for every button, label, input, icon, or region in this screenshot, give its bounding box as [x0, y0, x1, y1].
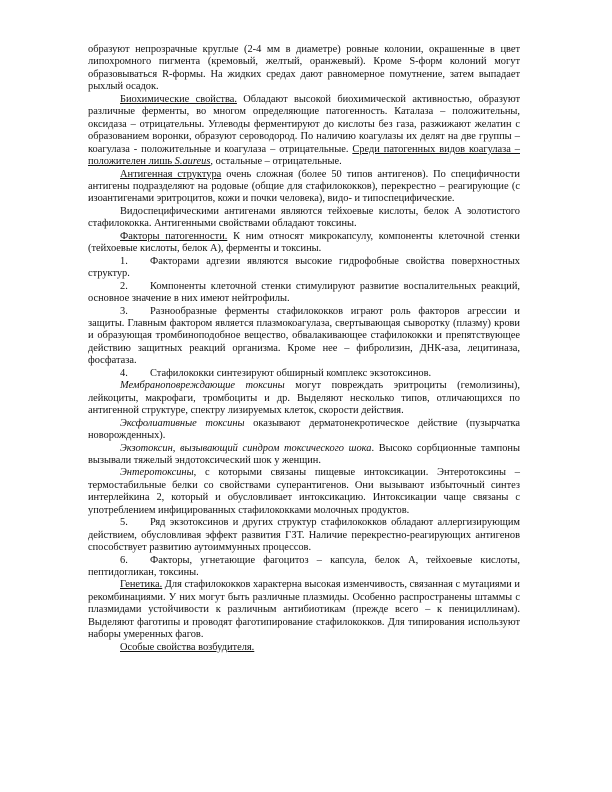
list-text: Компоненты клеточной стенки стимулируют развитие воспалительных реакций, основное значение в них имеют нейтрофилы.	[88, 280, 520, 305]
paragraph-antigen	[88, 169, 520, 206]
list-text: Ряд экзотоксинов и других структур стафилококков обладают аллергизирующим действием, обусловливая эффект развития ГЗТ. Наличие перекрестно-реагирующих антигенов способствует развитию аутоиммунных процессов.	[88, 517, 520, 554]
heading-pathogenicity: Факторы патогенности.	[120, 230, 228, 242]
paragraph-colonies: образуют непрозрачные круглые (2-4 мм в диаметре) ровные колонии, окрашенные в цвет липохромного пигмента (кремовый, желтый, оранжевый). Кроме S-форм колоний могут образовываться R-формы. На жидких средах дают равномерное помутнение, затем выпадает рыхлый осадок.	[88, 44, 520, 93]
list-item-1	[88, 256, 520, 281]
list-item-5	[88, 517, 520, 554]
paragraph-membrane-toxins	[88, 380, 520, 417]
list-text: Факторы, угнетающие фагоцитоз – капсула, белок А, тейхоевые кислоты, пептидогликан, токсины.	[88, 554, 520, 579]
paragraph-biochemical	[88, 94, 520, 169]
list-number: 1.	[120, 255, 128, 267]
species-name: S.aureus	[174, 156, 211, 168]
heading-genetics: Генетика.	[120, 579, 163, 591]
heading-shock-toxin: Экзотоксин, вызывающий синдром токсического шока	[120, 442, 372, 454]
text-shock-toxin: . Высоко сорбционные тампоны вызывали тяжелый эндотоксический шок у женщин.	[88, 442, 520, 466]
text-enterotoxins: , с которыми связаны пищевые интоксикации. Энтеротоксины – термостабильные белки со свойствами суперантигенов. Они вызывают избыточный синтез интерлейкина 2, который и обусловливает интоксикацию. Интоксикации чаще связаны с употреблением инфицированных стафилококками молочных продуктов.	[88, 467, 520, 516]
list-text: Факторами адгезии являются высокие гидрофобные свойства поверхностных структур.	[88, 255, 520, 280]
heading-biochemical: Биохимические свойства.	[120, 93, 237, 105]
list-item-3	[88, 306, 520, 368]
list-item-4	[88, 368, 520, 380]
text-biochemical: Обладают высокой биохимической активностью, образуют различные ферменты, во многом определяющие патогенность. Каталаза – положительны, оксидаза – отрицательны. Углеводы ферментируют до кислоты без газа, разжижают желатин с образованием воронки, образуют сероводород. По наличию коагулазы их делят на две группы – коагулаза - положительные и коагулаза – отрицательные.	[88, 93, 520, 155]
paragraph-genetics	[88, 579, 520, 641]
text-biochemical-underlined: Среди патогенных видов коагулаза – положителен лишь	[88, 143, 520, 168]
list-number: 4.	[120, 367, 128, 379]
list-number: 2.	[120, 280, 128, 292]
list-number: 6.	[120, 554, 128, 566]
text-antigen: очень сложная (более 50 типов антигенов). По специфичности антигены подразделяют на родовые (общие для стафилококков), перекрестно – реагирующие (с изоантигенами эритроцитов, кожи и почки человека), видо- и типоспецифические.	[88, 168, 520, 205]
list-number: 3.	[120, 305, 128, 317]
paragraph-shock-toxin	[88, 443, 520, 468]
list-text: Стафилококки синтезируют обширный комплекс экзотоксинов.	[150, 367, 432, 379]
text-pathogenicity: К ним относят микрокапсулу, компоненты клеточной стенки (тейхоевые кислоты, белок А), ферменты и токсины.	[88, 230, 520, 255]
list-text: Разнообразные ферменты стафилококков играют роль факторов агрессии и защиты. Главным фактором является плазмокоагулаза, свертывающая сыворотку (плазму) крови и образующая тромбиноподобное вещество, обвалакивающее стафилококки и препятствующее действию защитных реакций организма. Кроме нее – фибролизин, ДНК-аза, лецитиназа, фосфатаза.	[88, 305, 520, 367]
list-item-6	[88, 555, 520, 580]
heading-antigen: Антигенная структура	[120, 168, 222, 180]
paragraph-pathogenicity	[88, 231, 520, 256]
text-membrane-toxins: могут повреждать эритроциты (гемолизины), лейкоциты, макрофаги, тромбоциты и др. Выделяют несколько типов, отличающихся по антигенной структуре, спектру лизируемых клеток, скорости действия.	[88, 380, 520, 417]
text-exfoliative: оказывают дерматонекротическое действие (пузырчатка новорожденных).	[88, 417, 520, 442]
paragraph-exfoliative	[88, 418, 520, 443]
text-biochemical-tail: , остальные – отрицательные.	[210, 156, 342, 168]
paragraph-enterotoxins	[88, 467, 520, 517]
heading-exfoliative: Эксфолиативные токсины	[120, 417, 245, 429]
paragraph-antigen-2: Видоспецифическими антигенами являются тейхоевые кислоты, белок А золотистого стафилококка. Антигенными свойствами обладают токсины.	[88, 205, 520, 230]
list-number: 5.	[120, 517, 128, 529]
paragraph-special-properties	[88, 642, 520, 654]
heading-special-properties: Особые свойства возбудителя.	[120, 641, 255, 653]
text-genetics: Для стафилококков характерна высокая изменчивость, связанная с мутациями и рекомбинациями. У них могут быть различные плазмиды. Особенно распространены штаммы с плазмидами устойчивости к различным антибиотикам (прежде всего – к пенициллинам). Выделяют фаготипы и проводят фаготипирование стафилококков. Для типирования используют наборы умеренных фагов.	[88, 579, 520, 641]
list-item-2	[88, 281, 520, 306]
heading-membrane-toxins: Мембраноповреждающие токсины	[120, 380, 285, 392]
heading-enterotoxins: Энтеротоксины	[120, 467, 194, 479]
